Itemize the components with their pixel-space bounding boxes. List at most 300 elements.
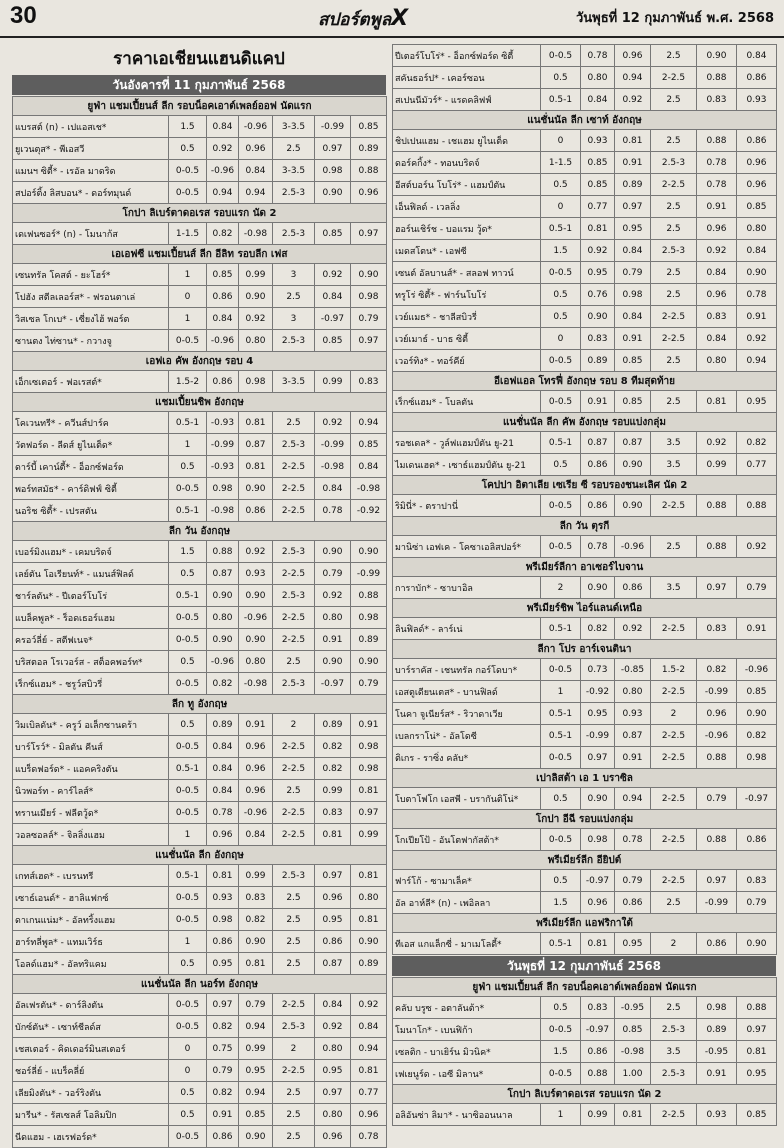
away-odds: 0.84 — [239, 824, 273, 846]
under-odds: 0.84 — [737, 45, 777, 67]
under-odds: 0.88 — [737, 997, 777, 1019]
goal-line: 2.5-3 — [273, 223, 315, 245]
match-teams: บาร์โรว์* - มิลตัน คีนส์ — [13, 736, 169, 758]
under-odds: 0.94 — [351, 1038, 387, 1060]
match-teams: ทรูโร่ ซิตี้* - ฟาร์นโบโร่ — [393, 284, 541, 306]
match-teams: ไมเดนเฮด* - เซาธ์แฮมป์ตัน ยู-21 — [393, 454, 541, 476]
under-odds: 0.88 — [351, 585, 387, 607]
match-row — [393, 45, 777, 67]
match-teams: เซนต์ อัลบานส์* - สลอฟ ทาวน์ — [393, 262, 541, 284]
handicap: 1 — [541, 1104, 581, 1126]
away-odds: 0.90 — [615, 495, 651, 517]
away-odds: 0.98 — [239, 371, 273, 393]
over-odds: -0.98 — [315, 456, 351, 478]
match-teams: คลับ บรูซ - อตาลันต้า* — [393, 997, 541, 1019]
over-odds: 0.81 — [697, 391, 737, 413]
away-odds: 0.85 — [615, 350, 651, 372]
away-odds: 0.90 — [615, 454, 651, 476]
under-odds: 0.77 — [351, 1082, 387, 1104]
home-odds: 0.82 — [581, 618, 615, 640]
right-column — [392, 44, 776, 1126]
under-odds: 0.92 — [737, 536, 777, 558]
handicap: 0.5-1 — [169, 500, 207, 522]
home-odds: 0.89 — [207, 714, 239, 736]
under-odds: 0.98 — [737, 747, 777, 769]
match-teams: เวอร์ทิง* - ทอร์คีย์ — [393, 350, 541, 372]
match-teams: เร็กซ์แฮม* - โบลตัน — [393, 391, 541, 413]
over-odds: 0.83 — [697, 306, 737, 328]
over-odds: 0.83 — [697, 618, 737, 640]
handicap: 1.5 — [541, 240, 581, 262]
over-odds: 0.84 — [315, 286, 351, 308]
match-teams: เอสตูเดียนเตส* - บานฟิลด์ — [393, 681, 541, 703]
handicap: 0-0.5 — [541, 747, 581, 769]
goal-line: 3-3.5 — [273, 116, 315, 138]
home-odds: 0.79 — [207, 1060, 239, 1082]
home-odds: 0.77 — [581, 196, 615, 218]
league-header — [13, 846, 387, 865]
goal-line: 2-2.5 — [273, 1060, 315, 1082]
goal-line: 3-3.5 — [273, 160, 315, 182]
home-odds: 0.84 — [581, 89, 615, 111]
goal-line: 2.5-3 — [273, 865, 315, 887]
goal-line: 2.5 — [651, 45, 697, 67]
handicap: 0-0.5 — [169, 909, 207, 931]
match-teams: เกทส์เฮด* - เบรนทรี — [13, 865, 169, 887]
league-header — [13, 204, 387, 223]
home-odds: 0.84 — [207, 736, 239, 758]
league-name: ลีก ทู อังกฤษ — [13, 695, 387, 714]
match-row — [393, 495, 777, 517]
match-teams: เมดสโตน* - เอฟซี — [393, 240, 541, 262]
match-row — [393, 892, 777, 914]
away-odds: -0.96 — [239, 607, 273, 629]
match-row — [13, 865, 387, 887]
goal-line: 2-2.5 — [273, 802, 315, 824]
home-odds: -0.92 — [581, 681, 615, 703]
odds-table-right-bottom — [392, 977, 777, 1126]
over-odds: 0.92 — [315, 585, 351, 607]
away-odds: 0.96 — [615, 45, 651, 67]
handicap: 0-0.5 — [169, 780, 207, 802]
over-odds: 0.91 — [315, 629, 351, 651]
handicap: 0.5 — [169, 1104, 207, 1126]
match-teams: ชอร์ลี่ย์ - แบร็คลี่ย์ — [13, 1060, 169, 1082]
home-odds: 0.80 — [207, 607, 239, 629]
match-row — [393, 1041, 777, 1063]
league-name: อีเอฟแอล โทรฟี่ อังกฤษ รอบ 8 ทีมสุดท้าย — [393, 372, 777, 391]
goal-line: 2-2.5 — [273, 736, 315, 758]
over-odds: -0.95 — [697, 1041, 737, 1063]
home-odds: -0.93 — [207, 456, 239, 478]
odds-table-right-top — [392, 44, 777, 955]
league-header — [393, 810, 777, 829]
match-teams: ยูเวนตุส* - พีเอสวี — [13, 138, 169, 160]
away-odds: 0.86 — [239, 500, 273, 522]
handicap: 0-0.5 — [169, 478, 207, 500]
logo-x: X — [391, 6, 409, 31]
match-row — [393, 681, 777, 703]
away-odds: 0.80 — [239, 330, 273, 352]
over-odds: 0.80 — [315, 1038, 351, 1060]
goal-line: 2.5 — [273, 1126, 315, 1148]
under-odds: 0.81 — [351, 780, 387, 802]
league-name: พรีเมียร์ลีก แอฟริกาใต้ — [393, 914, 777, 933]
league-header — [13, 97, 387, 116]
away-odds: 0.96 — [239, 758, 273, 780]
home-odds: -0.99 — [207, 434, 239, 456]
match-teams: วอลซอลล์* - จิลลิ่งแฮม — [13, 824, 169, 846]
league-name: แนชั่นนัล ลีก อังกฤษ — [13, 846, 387, 865]
under-odds: 0.82 — [737, 725, 777, 747]
goal-line: 2.5-3 — [273, 541, 315, 563]
goal-line: 2.5 — [273, 909, 315, 931]
match-teams: มารีน* - รัสเซลส์ โอลิมปิก — [13, 1104, 169, 1126]
home-odds: 0.98 — [207, 478, 239, 500]
handicap: 0.5 — [169, 651, 207, 673]
match-teams: เซลติก - บาเยิร์น มิวนิค* — [393, 1041, 541, 1063]
match-teams: ทรานเมียร์ - ฟลีตวู้ด* — [13, 802, 169, 824]
home-odds: -0.93 — [207, 412, 239, 434]
match-row — [13, 931, 387, 953]
handicap: 0.5-1 — [541, 432, 581, 454]
home-odds: 0.90 — [581, 577, 615, 599]
under-odds: 0.85 — [737, 196, 777, 218]
over-odds: 0.89 — [697, 1019, 737, 1041]
home-odds: 0.87 — [581, 432, 615, 454]
home-odds: 0.97 — [581, 747, 615, 769]
match-teams: สคันธอร์ป* - เคอร์ซอน — [393, 67, 541, 89]
league-header — [13, 352, 387, 371]
league-header — [393, 111, 777, 130]
goal-line: 2.5 — [273, 780, 315, 802]
away-odds: 0.94 — [615, 67, 651, 89]
home-odds: 0.95 — [207, 953, 239, 975]
match-teams: นีดแฮม - เฮเรฟอร์ด* — [13, 1126, 169, 1148]
goal-line: 2.5 — [273, 1082, 315, 1104]
over-odds: 0.95 — [315, 909, 351, 931]
over-odds: -0.99 — [315, 116, 351, 138]
match-teams: โอลด์แฮม* - อัลทริแคม — [13, 953, 169, 975]
over-odds: 0.82 — [315, 736, 351, 758]
over-odds: 0.84 — [315, 994, 351, 1016]
match-row — [393, 933, 777, 955]
away-odds: 0.83 — [239, 887, 273, 909]
away-odds: 0.94 — [239, 182, 273, 204]
away-odds: 0.95 — [615, 218, 651, 240]
under-odds: 0.90 — [351, 931, 387, 953]
over-odds: 0.88 — [697, 536, 737, 558]
away-odds: 0.86 — [615, 892, 651, 914]
over-odds: 0.82 — [315, 758, 351, 780]
away-odds: -0.98 — [615, 1041, 651, 1063]
under-odds: 0.91 — [737, 618, 777, 640]
goal-line: 2-2.5 — [651, 829, 697, 851]
home-odds: 0.93 — [581, 130, 615, 152]
goal-line: 2-2.5 — [273, 824, 315, 846]
under-odds: 0.85 — [737, 681, 777, 703]
over-odds: 0.86 — [697, 933, 737, 955]
away-odds: 0.90 — [239, 286, 273, 308]
match-teams: ฮาร์ทลี่พูล* - แทมเวิร์ธ — [13, 931, 169, 953]
under-odds: 0.80 — [737, 218, 777, 240]
match-row — [13, 802, 387, 824]
away-odds: 0.89 — [615, 174, 651, 196]
over-odds: 0.96 — [697, 284, 737, 306]
away-odds: 0.78 — [615, 829, 651, 851]
over-odds: 0.92 — [315, 412, 351, 434]
goal-line: 2.5 — [273, 887, 315, 909]
left-column — [12, 44, 386, 1148]
home-odds: -0.96 — [207, 330, 239, 352]
match-row — [393, 1104, 777, 1126]
under-odds: 0.96 — [737, 174, 777, 196]
handicap: 0-0.5 — [541, 659, 581, 681]
match-row — [13, 651, 387, 673]
under-odds: 0.82 — [737, 432, 777, 454]
league-name: เปาลิสต้า เอ 1 บราซิล — [393, 769, 777, 788]
goal-line: 2-2.5 — [651, 788, 697, 810]
away-odds: -0.96 — [615, 536, 651, 558]
match-teams: เอ็นฟิลด์ - เวลลิ่ง — [393, 196, 541, 218]
away-odds: 0.82 — [239, 909, 273, 931]
league-name: ยูฟ่า แชมเปี้ยนส์ ลีก รอบน็อคเอาต์เพลย์ออฟ นัดแรก — [13, 97, 387, 116]
handicap: 0-0.5 — [169, 802, 207, 824]
goal-line: 2.5 — [651, 284, 697, 306]
match-row — [13, 116, 387, 138]
match-row — [13, 330, 387, 352]
match-row — [13, 953, 387, 975]
home-odds: 0.78 — [581, 536, 615, 558]
handicap: 0-0.5 — [169, 182, 207, 204]
home-odds: 0.82 — [207, 223, 239, 245]
issue-date: วันพุธที่ 12 กุมภาพันธ์ พ.ศ. 2568 — [575, 11, 774, 26]
match-row — [393, 1019, 777, 1041]
match-teams: โกเปียโป้ - อันโตฟากัสต้า* — [393, 829, 541, 851]
home-odds: 0.85 — [207, 264, 239, 286]
goal-line: 2 — [651, 703, 697, 725]
match-row — [13, 994, 387, 1016]
over-odds: 0.88 — [697, 829, 737, 851]
page-number: 30 — [10, 2, 37, 29]
match-teams: เซนทรัล โคสต์ - ยะโฮร์* — [13, 264, 169, 286]
away-odds: 0.85 — [239, 1104, 273, 1126]
match-teams: เวย์เมาธ์ - บาธ ซิตี้ — [393, 328, 541, 350]
away-odds: 0.81 — [239, 456, 273, 478]
handicap: 0-0.5 — [169, 994, 207, 1016]
handicap: 0 — [541, 196, 581, 218]
league-name: ยูฟ่า แชมเปี้ยนส์ ลีก รอบน็อคเอาต์เพลย์ออฟ นัดแรก — [393, 978, 777, 997]
away-odds: 0.99 — [239, 1038, 273, 1060]
home-odds: 0.82 — [207, 1082, 239, 1104]
away-odds: 0.81 — [615, 130, 651, 152]
match-teams: อีสต์บอร์น โบโร่* - แฮมป์ตัน — [393, 174, 541, 196]
league-name: พรีเมียร์ลีก อียิปต์ — [393, 851, 777, 870]
league-name: เอฟเอ คัพ อังกฤษ รอบ 4 — [13, 352, 387, 371]
league-header — [393, 769, 777, 788]
under-odds: 0.90 — [351, 541, 387, 563]
home-odds: 0.81 — [581, 218, 615, 240]
match-teams: ซานตง ไท่ซาน* - กวางจู — [13, 330, 169, 352]
home-odds: 0.86 — [581, 495, 615, 517]
home-odds: 0.80 — [581, 67, 615, 89]
over-odds: 0.99 — [315, 371, 351, 393]
handicap: 0-0.5 — [169, 887, 207, 909]
under-odds: -0.92 — [351, 500, 387, 522]
goal-line: 2-2.5 — [273, 607, 315, 629]
home-odds: 0.88 — [581, 1063, 615, 1085]
home-odds: 0.81 — [207, 865, 239, 887]
under-odds: -0.99 — [351, 563, 387, 585]
goal-line: 2.5 — [651, 391, 697, 413]
over-odds: 0.88 — [697, 130, 737, 152]
over-odds: -0.96 — [697, 725, 737, 747]
away-odds: 0.92 — [239, 541, 273, 563]
match-teams: เลียมิงตัน* - วอร์ริงตัน — [13, 1082, 169, 1104]
match-teams: ชาร์ลตัน* - ปีเตอร์โบโร่ — [13, 585, 169, 607]
match-teams: เฟเยนูร์ด - เอซี มิลาน* — [393, 1063, 541, 1085]
home-odds: -0.96 — [207, 160, 239, 182]
match-teams: ฟาร์โก้ - ซามาเล็ค* — [393, 870, 541, 892]
handicap: 1-1.5 — [169, 223, 207, 245]
handicap: 0.5-1 — [541, 89, 581, 111]
match-row — [393, 536, 777, 558]
away-odds: 0.90 — [239, 1126, 273, 1148]
league-header — [13, 695, 387, 714]
goal-line: 2.5-3 — [273, 330, 315, 352]
goal-line: 2-2.5 — [651, 495, 697, 517]
home-odds: 0.93 — [207, 887, 239, 909]
under-odds: 0.90 — [351, 264, 387, 286]
match-row — [13, 1016, 387, 1038]
match-teams: ชิปเปนแฮม - เชแฮม ยูไนเต็ด — [393, 130, 541, 152]
match-row — [13, 736, 387, 758]
away-odds: 0.94 — [239, 1016, 273, 1038]
match-teams: ปีเตอร์โบโร่* - อ็อกซ์ฟอร์ด ซิตี้ — [393, 45, 541, 67]
goal-line: 2 — [651, 933, 697, 955]
goal-line: 2-2.5 — [651, 725, 697, 747]
handicap: 0-0.5 — [169, 1016, 207, 1038]
over-odds: 0.87 — [315, 953, 351, 975]
match-row — [13, 182, 387, 204]
away-odds: 0.92 — [615, 618, 651, 640]
handicap: 0.5 — [541, 454, 581, 476]
league-header — [393, 640, 777, 659]
home-odds: 0.86 — [207, 1126, 239, 1148]
handicap: 0.5-1 — [169, 412, 207, 434]
match-row — [393, 788, 777, 810]
match-row — [13, 780, 387, 802]
match-teams: โปฮัง สตีลเลอร์ส* - ฟรอนตาเล่ — [13, 286, 169, 308]
away-odds: 0.93 — [239, 563, 273, 585]
league-header — [393, 558, 777, 577]
away-odds: 0.85 — [615, 391, 651, 413]
match-teams: ครอว์ลี่ย์ - สตีฟเนจ* — [13, 629, 169, 651]
home-odds: 0.98 — [581, 829, 615, 851]
goal-line: 2-2.5 — [651, 681, 697, 703]
match-row — [13, 673, 387, 695]
goal-line: 2.5-3 — [651, 152, 697, 174]
match-row — [393, 577, 777, 599]
under-odds: 0.89 — [351, 629, 387, 651]
match-row — [393, 152, 777, 174]
over-odds: 0.93 — [697, 1104, 737, 1126]
home-odds: 0.90 — [581, 788, 615, 810]
away-odds: 0.79 — [615, 262, 651, 284]
under-odds: 0.97 — [351, 802, 387, 824]
handicap: 0-0.5 — [541, 536, 581, 558]
league-header — [393, 851, 777, 870]
home-odds: 0.75 — [207, 1038, 239, 1060]
home-odds: 0.94 — [207, 182, 239, 204]
league-name: แนชั่นนัล ลีก เซาท์ อังกฤษ — [393, 111, 777, 130]
league-name: เอเอฟซี แชมเปี้ยนส์ ลีก อีลิท รอบลีก เฟส — [13, 245, 387, 264]
match-teams: ทีเอส แกแล็กซี่ - มาเมโลดี้* — [393, 933, 541, 955]
match-row — [393, 454, 777, 476]
away-odds: 0.81 — [615, 1104, 651, 1126]
over-odds: 0.97 — [315, 865, 351, 887]
home-odds: -0.97 — [581, 870, 615, 892]
match-teams: วัตฟอร์ด - ลีดส์ ยูไนเต็ด* — [13, 434, 169, 456]
handicap: 0.5 — [541, 788, 581, 810]
under-odds: 0.98 — [351, 758, 387, 780]
match-row — [13, 1082, 387, 1104]
over-odds: 0.88 — [697, 67, 737, 89]
home-odds: -0.99 — [581, 725, 615, 747]
handicap: 0.5 — [169, 138, 207, 160]
away-odds: 0.92 — [239, 308, 273, 330]
under-odds: 0.78 — [737, 284, 777, 306]
goal-line: 3.5 — [651, 1041, 697, 1063]
home-odds: 0.84 — [207, 758, 239, 780]
match-row — [13, 629, 387, 651]
away-odds: 0.94 — [239, 1082, 273, 1104]
handicap: 0.5 — [541, 306, 581, 328]
handicap: 0.5-1 — [541, 618, 581, 640]
league-name: โกปา ลิเบร์ตาดอเรส รอบแรก นัด 2 — [13, 204, 387, 223]
goal-line: 2.5 — [273, 412, 315, 434]
away-odds: 0.97 — [615, 196, 651, 218]
handicap: 0 — [169, 1038, 207, 1060]
under-odds: 0.85 — [737, 1104, 777, 1126]
match-teams: การาบัก* - ซาบาอิล — [393, 577, 541, 599]
over-odds: 0.85 — [315, 223, 351, 245]
league-header — [393, 978, 777, 997]
under-odds: 0.77 — [737, 454, 777, 476]
goal-line: 2.5 — [651, 262, 697, 284]
under-odds: 0.83 — [737, 870, 777, 892]
home-odds: -0.97 — [581, 1019, 615, 1041]
handicap: 0-0.5 — [541, 829, 581, 851]
home-odds: 0.83 — [581, 328, 615, 350]
under-odds: 0.79 — [351, 673, 387, 695]
under-odds: 0.97 — [351, 223, 387, 245]
match-teams: ดอร์คกิ้ง* - ทอนบริดจ์ — [393, 152, 541, 174]
match-row — [13, 1104, 387, 1126]
goal-line: 2-2.5 — [651, 174, 697, 196]
goal-line: 2-2.5 — [273, 456, 315, 478]
match-teams: ดาร์บี้ เคาน์ตี้* - อ็อกซ์ฟอร์ด — [13, 456, 169, 478]
away-odds: 0.99 — [239, 865, 273, 887]
under-odds: 0.90 — [351, 651, 387, 673]
match-teams: บาร์ราคัส - เชนทรัล กอร์โดบา* — [393, 659, 541, 681]
league-header — [393, 517, 777, 536]
handicap: 0.5-1 — [169, 865, 207, 887]
over-odds: 0.78 — [697, 152, 737, 174]
match-teams: สเปนนีมัวร์* - แรดคลิฟฟ์ — [393, 89, 541, 111]
home-odds: 0.90 — [581, 306, 615, 328]
handicap: 0.5-1 — [541, 725, 581, 747]
